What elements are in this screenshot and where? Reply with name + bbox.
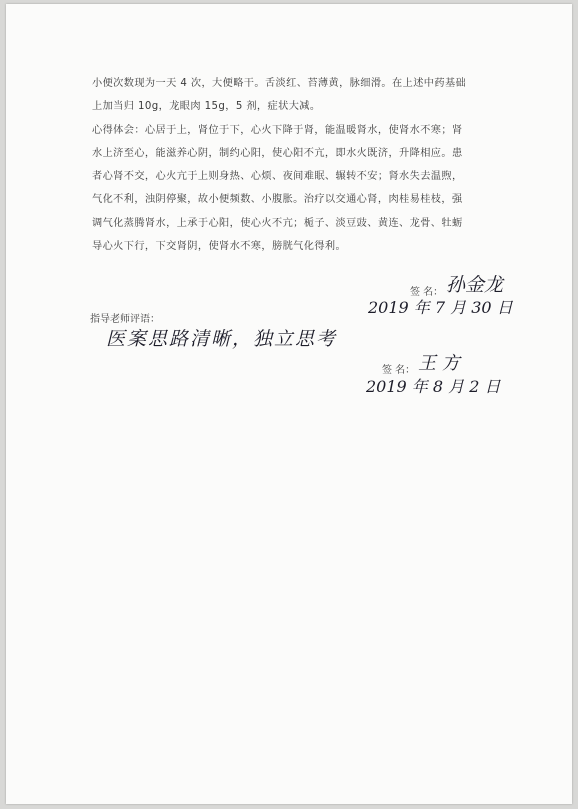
document-page <box>6 4 572 804</box>
text-line: 调气化蒸腾肾水，上承于心阳，使心火不亢；栀子、淡豆豉、黄连、龙骨、牡蛎 <box>92 217 463 229</box>
text-line: 小便次数现为一天 4 次，大便略干。舌淡红、苔薄黄，脉细滑。在上述中药基础 <box>92 78 467 89</box>
teacher-comment: 医案思路清晰，独立思考 <box>106 328 338 350</box>
text-line: 心得体会：心居于上，肾位于下，心火下降于肾，能温暖肾水，使肾水不寒；肾 <box>92 124 463 136</box>
teacher-sign-label: 签 名： <box>382 365 416 376</box>
case-notes-text <box>92 72 506 258</box>
student-signature: 孙金龙 <box>446 274 504 296</box>
text-line: 水上济至心，能滋养心阴，制约心阳，使心阳不亢，即水火既济，升降相应。患 <box>92 147 463 159</box>
teacher-signature: 王 方 <box>418 353 460 374</box>
student-sign-date: 2019 年 7 月 30 日 <box>368 298 513 317</box>
text-line: 上加当归 10g，龙眼肉 15g，5 剂，症状大减。 <box>92 101 321 113</box>
student-sign-label: 签 名： <box>410 287 444 298</box>
text-line: 导心火下行，下交肾阴，使肾水不寒，膀胱气化得利。 <box>92 241 347 253</box>
text-line: 者心肾不交，心火亢于上则身热、心烦、夜间难眠、辗转不安；肾水失去温煦， <box>92 171 463 183</box>
teacher-comment-label: 指导老师评语： <box>90 314 160 325</box>
text-line: 气化不利，浊阴停聚，故小便频数、小腹胀。治疗以交通心肾，肉桂易桂枝，强 <box>92 194 463 206</box>
teacher-sign-date: 2019 年 8 月 2 日 <box>366 377 501 396</box>
